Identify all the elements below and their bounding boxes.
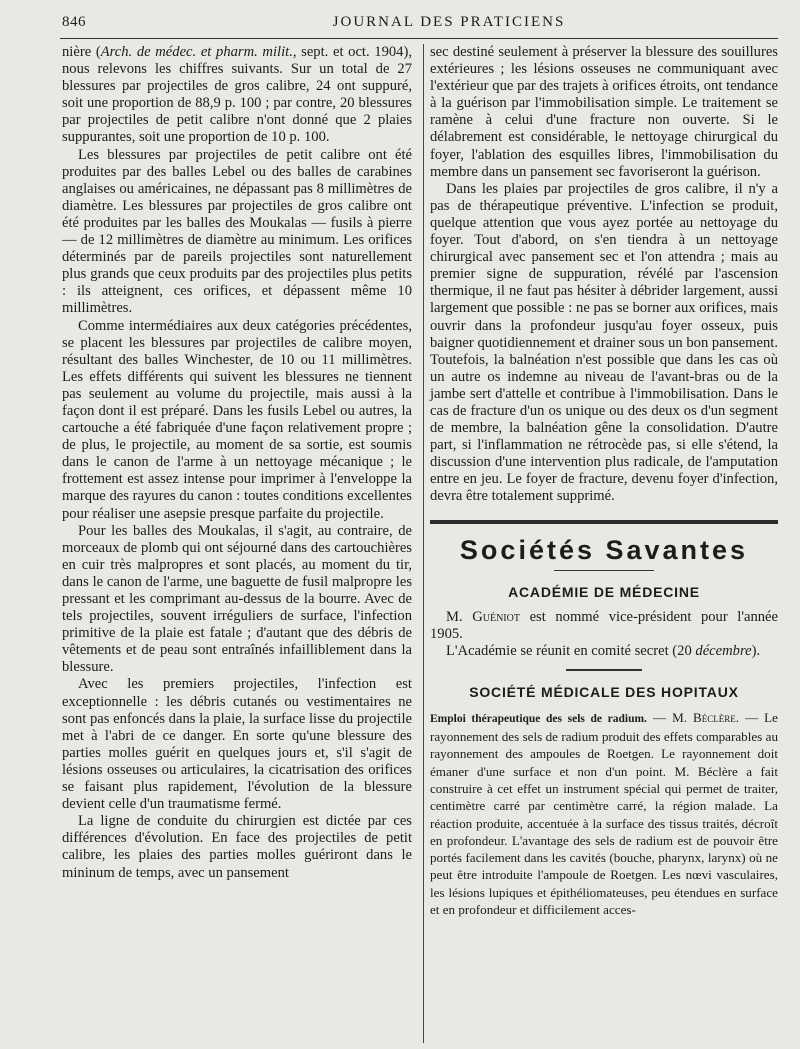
text-run: — M.	[646, 709, 694, 725]
date-ital: décembre	[695, 642, 752, 659]
section-title: Sociétés Savantes	[459, 534, 749, 565]
citation: Arch. de médec. et pharm. milit.	[100, 44, 293, 60]
text-run: .	[735, 709, 740, 725]
separator-rule	[566, 669, 642, 671]
text-run: L'Académie se réunit en comité secret (20	[446, 642, 696, 659]
text-run: est nommé vice-président pour l'année 1905.	[430, 608, 778, 642]
author-name: Béclère	[693, 709, 736, 725]
title-underline	[554, 570, 654, 571]
left-column	[62, 44, 412, 882]
report-paragraph	[430, 709, 778, 919]
page-header	[62, 14, 776, 36]
column-divider	[423, 44, 424, 1043]
news-item	[430, 643, 778, 660]
text-run: , sept. et oct. 1904), nous relevons les chiffres suivants. Sur un total de 27 blessures par projectiles de gros calibre, 24 ont suppuré, soit une proportion de 88,9 p. 100 ; par contre, 20 blessures par projectiles de petit calibre n'ont donné que 2 plaies suppurantes, soit une proportion de 10 p. 100.	[62, 44, 412, 146]
header-rule	[60, 38, 778, 39]
running-title: JOURNAL DES PRATICIENS	[332, 14, 566, 30]
societe-report	[430, 709, 778, 919]
page-number: 846	[62, 14, 86, 30]
person-name: Guéniot	[472, 608, 520, 625]
section-rule	[430, 520, 778, 524]
right-column	[430, 44, 778, 918]
report-text: — Le rayonnement des sels de radium produit des effets comparables au rayonnement des ampoules de Roetgen. Le rayonnement doit émaner d'une surface et non d'un point. M. Béclère a fait construire à cet effet un instrument spécial qui permet de traiter, centimètre carré par centimètre carré, la région malade. La réaction produite, accentuée à la surface des tissus traités, décroît en profondeur. L'avantage des sels de radium est de pouvoir être portés facilement dans les cavités (bouche, pharynx, larynx) où ne peut être introduite l'ampoule de Roetgen. Les nœvi vasculaires, les lésions lupiques et épithéliomateuses, peu étendues en surface et en profondeur et difficilement acces-	[430, 709, 778, 918]
academie-heading: ACADÉMIE DE MÉDECINE	[508, 583, 700, 600]
text-run: ).	[751, 642, 761, 659]
paragraph	[62, 44, 412, 147]
paragraph: La ligne de conduite du chirurgien est dictée par ces différences d'évolution. En face des projectiles de petit calibre, les plaies des parties molles guériront dans le mininum de temps, avec un pansement	[62, 813, 412, 881]
news-item	[430, 609, 778, 643]
paragraph: Comme intermédiaires aux deux catégories précédentes, se placent les blessures par projectiles de calibre moyen, résultant des balles Winchester, de 10 ou 11 millimètres. Les effets différents qui suivent les blessures ne tiennent pas seulement au volume du projectile, mais aussi à la façon dont il est préparé. Dans les fusils Lebel ou autres, la cartouche a été fabriquée d'une façon relativement propre ; de plus, le projectile, au moment de sa sortie, est soumis dans le canon de l'arme à un nettoyage mécanique ; le frottement est assez intense pour imprimer à l'enveloppe la marque des rayures du canon : toutes conditions excellentes pour réaliser une asepsie presque parfaite du projectile.	[62, 317, 412, 522]
text-run: nière (	[62, 44, 101, 60]
academie-news	[430, 609, 778, 660]
paragraph: Dans les plaies par projectiles de gros calibre, il n'y a pas de thérapeutique préventive. L'infection se produit, quelque attention que vous ayez portée au nettoyage du foyer. Tout d'abord, on s'en tiendra à un nettoyage chirurgical avec pansement sec et l'on attendra ; mais au premier signe de suppuration, révélé par l'ascension thermique, il ne faut pas hésiter à débrider largement, aussi largement que possible : ne pas se borner aux orifices, mais ouvrir dans la profondeur jusqu'au foyer osseux, puis baigner quotidiennement et drainer sous un bon pansement. Toutefois, la balnéation n'est possible que dans les cas où un autre os indemne au niveau de l'avant-bras ou de la jambe sert d'attelle et contribue à l'immobilisation. Dans le cas de fracture d'un os unique ou des deux os d'un segment de membre, la balnéation gêne la consolidation. D'autre part, si l'inflammation ne rétrocède pas, si elle s'étend, la discussion d'une intervention plus radicale, de l'amputation entre en jeu. Le foyer de fracture, devenu foyer d'infection, devra être totalement supprimé.	[430, 180, 778, 505]
paragraph: Avec les premiers projectiles, l'infection est exceptionnelle : les débris cutanés ou vestimentaires ne sont pas enfoncés dans la plaie, la surface lisse du projectile met à l'abri de ce danger. En sorte qu'une blessure des parties molles guérit en quelques jours et, s'il s'agit de lésions osseuses ou articulaires, la cicatrisation des orifices se faisant plus rapidement, l'évolution de la blessure devient celle d'un traumatisme fermé.	[62, 676, 412, 813]
paragraph: Les blessures par projectiles de petit calibre ont été produites par des balles Lebel ou des balles de carabines anglaises ou américaines, ne dépassant pas 8 millimètres de diamètre. Les blessures par projectiles de gros calibre ont été produites par les balles des Moukalas — fusils à pierre — de 12 millimètres de diamètre au minimum. Les orifices déterminés par de pareils projectiles sont naturellement plus grands que ceux produits par des projectiles plus petits : ils atteignent, ces orifices, et dépassent même 10 millimètres.	[62, 146, 412, 317]
topic-title: Emploi thérapeutique des sels de radium.	[430, 712, 647, 725]
text-run: M.	[446, 608, 473, 625]
paragraph: Pour les balles des Moukalas, il s'agit, au contraire, de morceaux de plomb qui ont séjourné dans des cartouchières en cuir très malpropres et sont placés, au moment du tir, dans le canon de l'arme, une baguette de fusil malpropre les pressant et les comprimant au-dessus de la bourre. Avec de tels projectiles, souvent irréguliers de surface, l'infection primitive de la plaie est fatale ; d'autant que des débris de vêtements et de peau sont entraînés infailliblement dans la blessure.	[62, 522, 412, 676]
societe-heading: SOCIÉTÉ MÉDICALE DES HOPITAUX	[469, 683, 739, 700]
paragraph: sec destiné seulement à préserver la blessure des souillures extérieures ; les lésions osseuses ne communiquant avec l'extérieur que par des trajets à orifices étroits, ont tendance à la guérison par l'immobilisation simple. Le traitement se ramène à celui d'une fracture non ouverte. Si le délabrement est considérable, le nettoyage chirurgical du foyer, l'ablation des esquilles libres, l'immobilisation du membre dans un pansement sec favoriseront la guérison.	[430, 44, 778, 180]
